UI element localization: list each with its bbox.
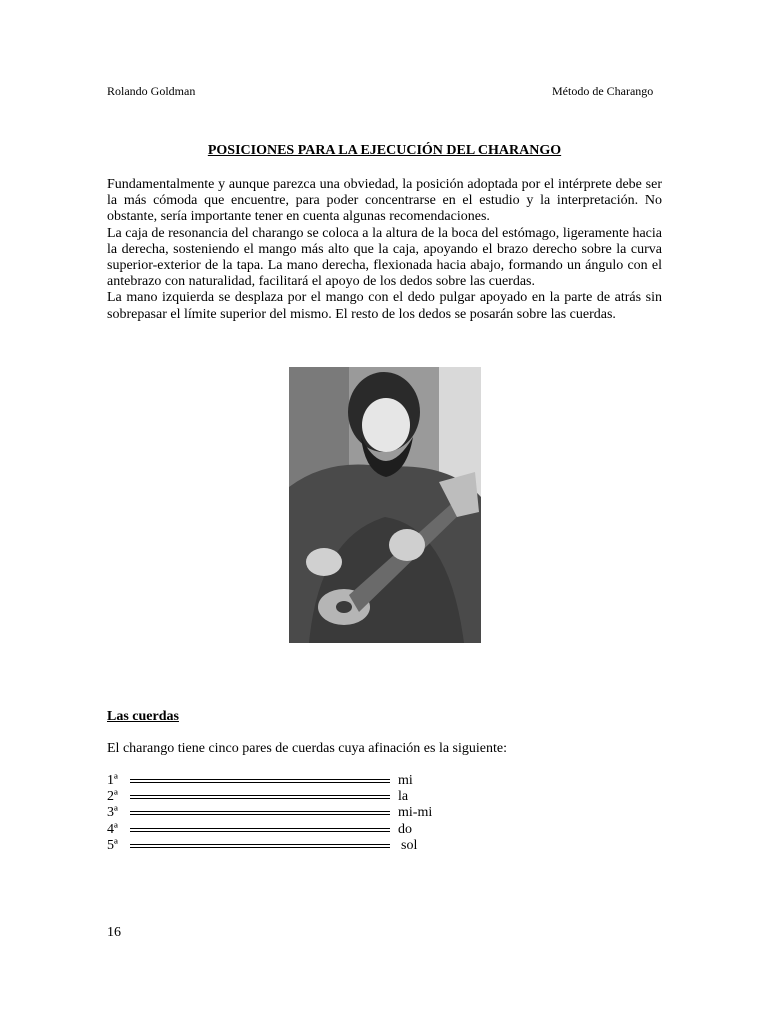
- page-title: POSICIONES PARA LA EJECUCIÓN DEL CHARANGO: [207, 143, 562, 158]
- string-double-line: [130, 811, 390, 815]
- paragraph: La caja de resonancia del charango se coloca a la altura de la boca del estómago, ligeramente hacia la derecha, sosteniendo el mango más alto que la caja, apoyando el brazo derecho sobre la curva superior-exterior de la tapa. La mano derecha, flexionada hacia abajo, formando un ángulo con el antebrazo con naturalidad, facilitará el apoyo de los dedos sobre las cuerdas.: [107, 225, 662, 290]
- section-intro: El charango tiene cinco pares de cuerdas cuya afinación es la siguiente:: [107, 741, 507, 756]
- string-tuning-list: [107, 773, 467, 854]
- string-double-line: [130, 779, 390, 783]
- string-row: [107, 838, 467, 854]
- photo-charango-player: [289, 367, 481, 643]
- string-note: mi: [398, 773, 413, 788]
- string-number: 3ª: [107, 805, 118, 821]
- string-number: 4ª: [107, 821, 118, 837]
- page-number: 16: [107, 925, 121, 940]
- string-double-line: [130, 844, 390, 848]
- string-row: [107, 789, 467, 805]
- string-number: 2ª: [107, 789, 118, 805]
- string-note: la: [398, 789, 409, 805]
- string-note: sol: [401, 837, 418, 853]
- string-row: [107, 773, 467, 789]
- string-number: 1ª: [107, 773, 118, 788]
- string-number: 5ª: [107, 837, 118, 853]
- body-text: [107, 177, 662, 323]
- string-row: [107, 822, 467, 838]
- photo-illustration: [289, 367, 481, 643]
- paragraph: La mano izquierda se desplaza por el mango con el dedo pulgar apoyado en la parte de atrás sin sobrepasar el límite superior del mismo. El resto de los dedos se posarán sobre las cuerdas.: [107, 290, 662, 322]
- string-double-line: [130, 795, 390, 799]
- string-row: [107, 805, 467, 821]
- string-note: mi-mi: [398, 805, 433, 821]
- running-header-author: Rolando Goldman: [107, 84, 196, 98]
- string-double-line: [130, 828, 390, 832]
- running-header-book-title: Método de Charango: [552, 84, 654, 98]
- string-note: do: [398, 821, 412, 837]
- paragraph: Fundamentalmente y aunque parezca una obviedad, la posición adoptada por el intérprete debe ser la más cómoda que encuentre, para poder concentrarse en el estudio y la interpretación. No obstante, sería importante tener en cuenta algunas recomendaciones.: [107, 177, 662, 225]
- section-heading: Las cuerdas: [107, 709, 179, 724]
